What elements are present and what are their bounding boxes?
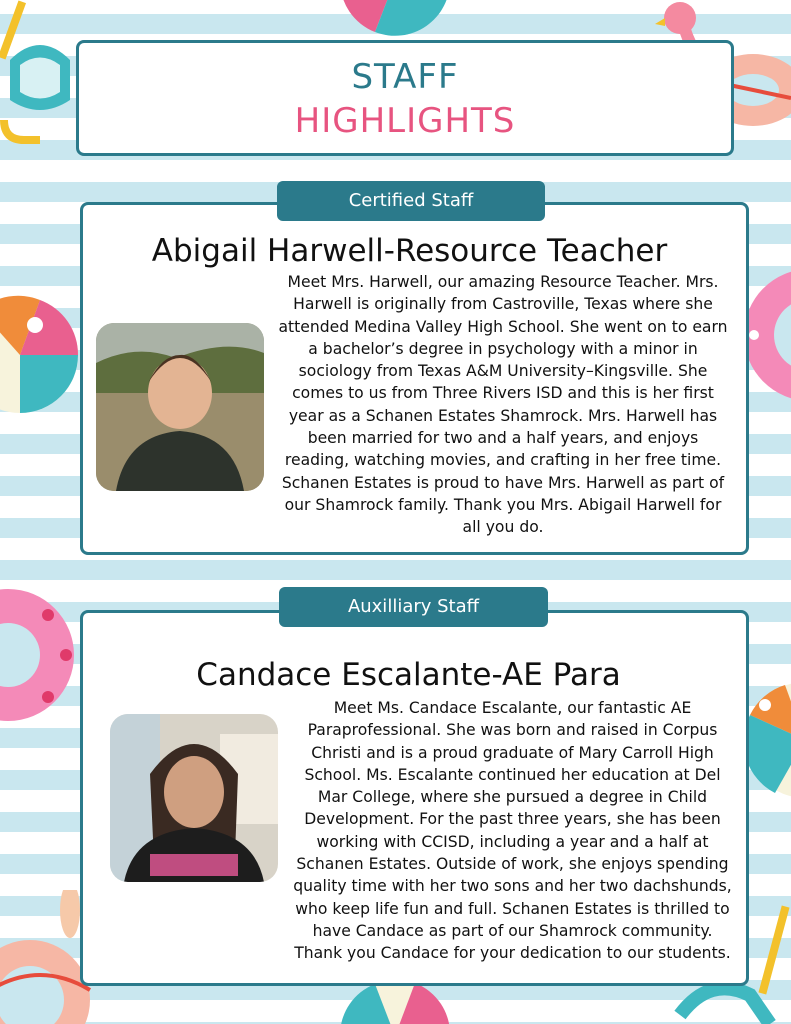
beach-ball-icon: [0, 290, 80, 420]
title-box: [76, 40, 734, 156]
page-title-line1: STAFF: [351, 57, 459, 97]
staff-bio: Meet Ms. Candace Escalante, our fantastic AE Paraprofessional. She was born and raised in Corpus Christi and is a proud graduate of Mary Carroll High School. Ms. Escalante continued her education at Del Mar College, where she pursued a degree in Child Development. For the past three years, she has been working with CCISD, including a year and a half at Schanen Estates. Outside of work, she enjoys spending quality time with her two sons and her two dachshunds, who keep life fun and full. Schanen Estates is thrilled to have Candace as part of our Shamrock community. Thank you Candace for your dedication to our students.: [293, 699, 732, 963]
section-tag-certified: Certified Staff: [277, 181, 545, 221]
beach-ball-icon: [745, 675, 791, 805]
section-tag-auxiliary: Auxilliary Staff: [279, 587, 548, 627]
beach-ball-icon: [335, 0, 455, 40]
page-title-line2: HIGHLIGHTS: [294, 101, 516, 141]
staff-bio: Meet Mrs. Harwell, our amazing Resource Teacher. Mrs. Harwell is originally from Castroville, Texas where she attended Medina Valley High School. She went on to earn a bachelor’s degree in psychology with a minor in sociology from Texas A&M University–Kingsville. She comes to us from Three Rivers ISD and this is her first year as a Schanen Estates Shamrock. Mrs. Harwell has been married for two and a half years, and enjoys reading, watching movies, and crafting in her free time. Schanen Estates is proud to have Mrs. Harwell as part of our Shamrock family. Thank you Mrs. Abigail Harwell for all you do.: [278, 273, 728, 537]
staff-photo: [96, 323, 264, 491]
staff-photo: [110, 714, 278, 882]
staff-card-certified: [80, 202, 749, 555]
swim-ring-icon: [0, 585, 80, 725]
staff-name: Abigail Harwell-Resource Teacher: [151, 233, 668, 269]
staff-card-auxiliary: [80, 610, 749, 986]
snorkel-mask-icon: [0, 0, 80, 150]
staff-name: Candace Escalante-AE Para: [196, 657, 621, 693]
